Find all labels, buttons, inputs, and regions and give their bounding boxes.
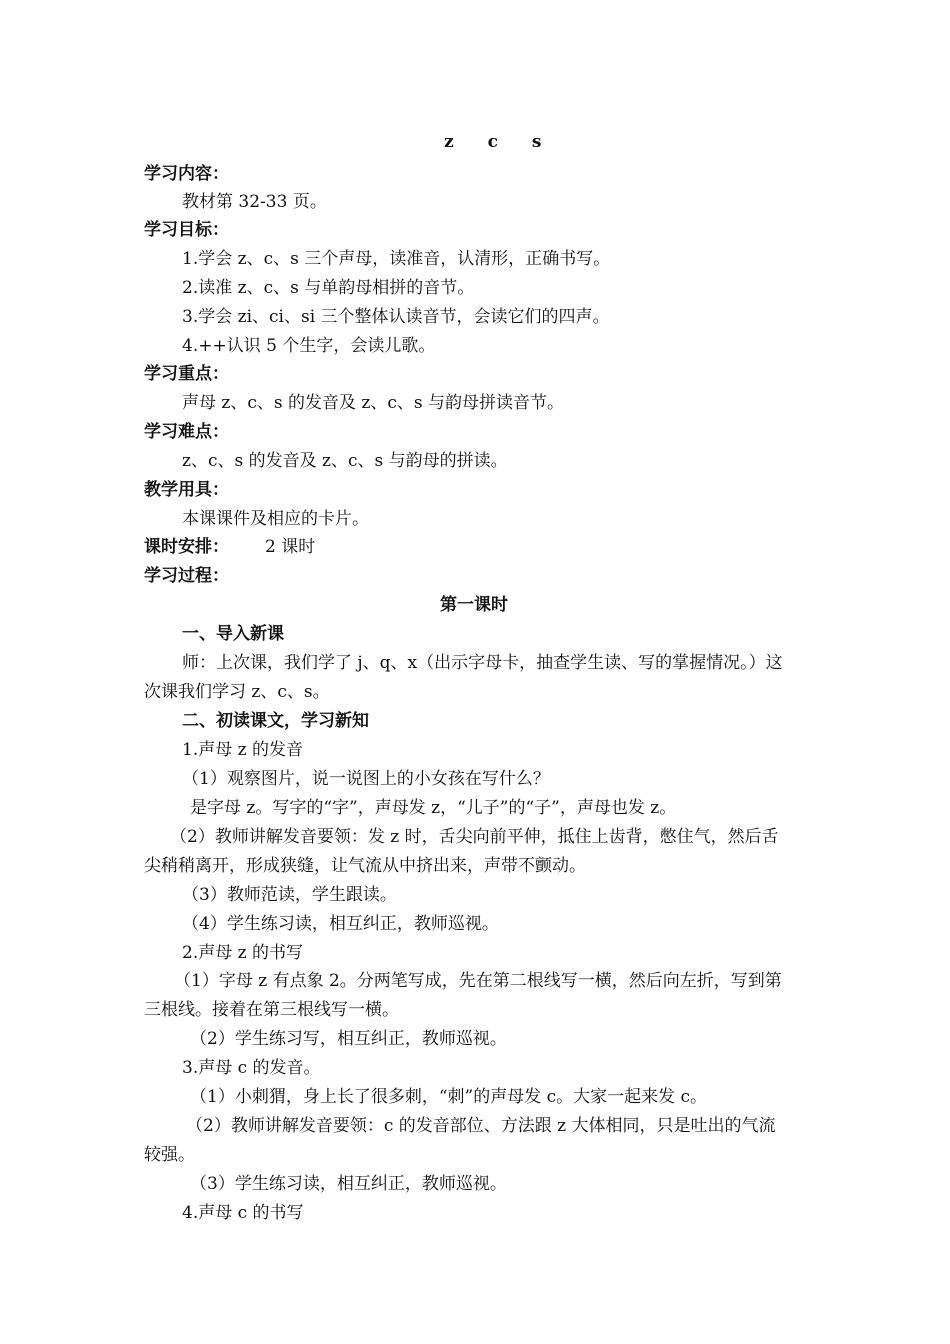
schedule-label: 课时安排： (144, 537, 229, 557)
tools-label: 教学用具： (144, 480, 229, 500)
process-item: （1）小刺猬，身上长了很多刺，“刺”的声母发 c。大家一起来发 c。 (190, 1087, 708, 1107)
content-label: 学习内容： (144, 164, 229, 184)
goals-label: 学习目标： (144, 220, 229, 240)
process-label: 学习过程： (144, 566, 229, 586)
goal-item: 2.读准 z、c、s 与单韵母相拼的音节。 (182, 278, 475, 298)
key-text: 声母 z、c、s 的发音及 z、c、s 与韵母拼读音节。 (182, 393, 565, 413)
process-item: 尖稍稍离开，形成狭缝，让气流从中挤出来，声带不颤动。 (144, 856, 586, 876)
key-label: 学习重点： (144, 364, 229, 384)
process-item: 2.声母 z 的书写 (182, 943, 303, 963)
process-item: 1.声母 z 的发音 (182, 740, 303, 760)
process-item: （2）教师讲解发音要领：c 的发音部位、方法跟 z 大体相同，只是吐出的气流 (186, 1116, 776, 1136)
goal-item: 1.学会 z、c、s 三个声母，读准音，认清形，正确书写。 (182, 249, 611, 269)
goal-item: 3.学会 zi、ci、si 三个整体认读音节，会读它们的四声。 (182, 307, 610, 327)
tools-text: 本课课件及相应的卡片。 (182, 509, 369, 529)
process-item: （3）教师范读，学生跟读。 (182, 885, 397, 905)
lesson-heading: 第一课时 (440, 595, 508, 615)
process-item: （1）字母 z 有点象 2。分两笔写成，先在第二根线写一横，然后向左折，写到第 (174, 971, 782, 991)
part2-heading: 二、初读课文，学习新知 (182, 711, 369, 731)
page-title: z c s (444, 132, 556, 152)
process-item: 三根线。接着在第三根线写一横。 (144, 1000, 399, 1020)
part1-heading: 一、导入新课 (182, 624, 284, 644)
process-item: （1）观察图片，说一说图上的小女孩在写什么？ (182, 769, 550, 789)
goal-item: 4.++认识 5 个生字，会读儿歌。 (182, 336, 436, 356)
difficulty-label: 学习难点： (144, 422, 229, 442)
process-item: （4）学生练习读，相互纠正，教师巡视。 (182, 914, 499, 934)
process-item: 4.声母 c 的书写 (182, 1203, 304, 1223)
difficulty-text: z、c、s 的发音及 z、c、s 与韵母的拼读。 (182, 451, 508, 471)
process-item: 是字母 z。写字的“字”，声母发 z，“儿子”的“子”，声母也发 z。 (190, 798, 677, 818)
process-item: （2）学生练习写，相互纠正，教师巡视。 (190, 1029, 507, 1049)
part1-paragraph: 师：上次课，我们学了 j、q、x（出示字母卡，抽查学生读、写的掌握情况。）这 (182, 653, 783, 673)
schedule-text: 2 课时 (265, 537, 316, 557)
content-text: 教材第 32-33 页。 (182, 192, 327, 212)
process-item: （2）教师讲解发音要领：发 z 时，舌尖向前平伸，抵住上齿背，憋住气，然后舌 (170, 827, 779, 847)
process-item: 3.声母 c 的发音。 (182, 1058, 321, 1078)
schedule-row (144, 536, 315, 558)
process-item: （3）学生练习读，相互纠正，教师巡视。 (190, 1174, 507, 1194)
part1-paragraph: 次课我们学习 z、c、s。 (144, 682, 330, 702)
process-item: 较强。 (144, 1145, 195, 1165)
